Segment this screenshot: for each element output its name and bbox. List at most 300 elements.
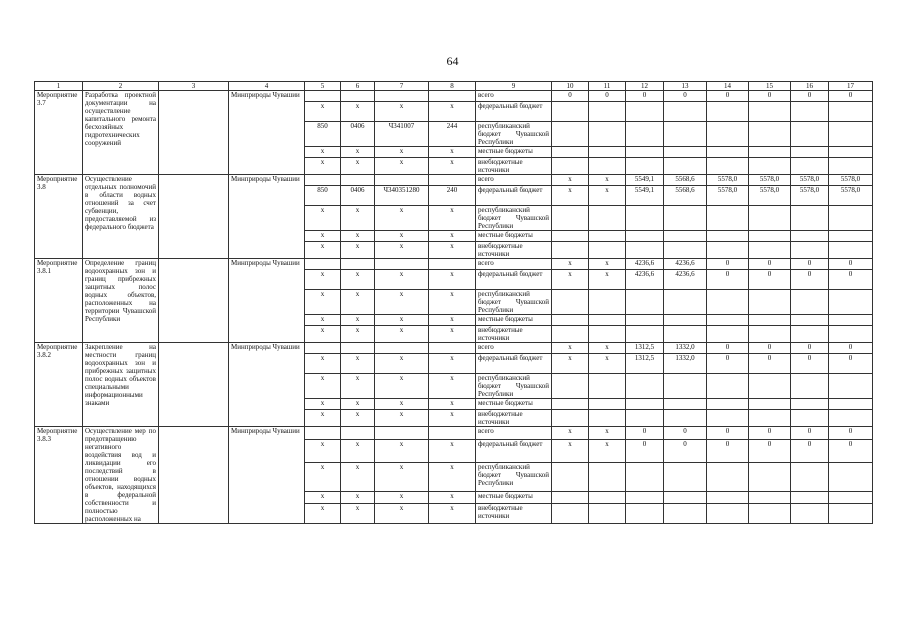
budget-code-c6: х [341,242,375,259]
budget-code-c5: х [305,158,341,175]
amount-year-15: 0 [749,354,791,374]
amount-year-15 [749,374,791,399]
budget-code-c7: х [375,315,429,326]
amount-year-11 [589,374,626,399]
amount-year-14: 0 [707,343,749,354]
amount-year-14 [707,147,749,158]
budget-code-c6 [341,91,375,102]
amount-year-13 [664,374,707,399]
column-number: 5 [305,82,341,91]
event-name: Разработка проектной документации на осуществление капитального ремонта бесхозяйных гидротехнических сооружений [83,91,159,175]
budget-code-c5: х [305,326,341,343]
amount-year-15: 5578,0 [749,186,791,206]
amount-year-17 [829,410,873,427]
amount-year-12: 5549,1 [626,175,664,186]
budget-code-c8: х [429,504,476,524]
amount-year-12: 0 [626,427,664,440]
budget-code-c6: х [341,354,375,374]
amount-year-16: 0 [791,439,829,462]
amount-year-13 [664,122,707,147]
budget-code-c5: х [305,315,341,326]
amount-year-11 [589,206,626,231]
budget-code-c6: х [341,399,375,410]
amount-year-13 [664,399,707,410]
amount-year-16 [791,122,829,147]
funding-source: республиканский бюджет Чувашской Республики [476,374,552,399]
funding-source: всего [476,427,552,440]
amount-year-16: 0 [791,91,829,102]
event-name: Осуществление отдельных полномочий в области водных отношений за счет субвенции, предоставляемой из федерального бюджета [83,175,159,259]
budget-code-c8: х [429,102,476,122]
amount-year-14: 0 [707,270,749,290]
funding-source: местные бюджеты [476,315,552,326]
budget-code-c7: х [375,158,429,175]
budget-code-c5: х [305,504,341,524]
amount-year-12 [626,102,664,122]
amount-year-16 [791,158,829,175]
amount-year-17 [829,374,873,399]
amount-year-11: х [589,427,626,440]
funding-source: всего [476,343,552,354]
budget-code-c7 [375,91,429,102]
budget-code-c8: х [429,290,476,315]
funding-source: федеральный бюджет [476,186,552,206]
header-row [35,82,873,91]
amount-year-11: х [589,343,626,354]
budget-code-c6: х [341,206,375,231]
budget-code-c5 [305,343,341,354]
amount-year-17 [829,206,873,231]
amount-year-13 [664,326,707,343]
budget-code-c6: х [341,270,375,290]
amount-year-16 [791,102,829,122]
funding-source: республиканский бюджет Чувашской Республики [476,290,552,315]
column-number: 8 [429,82,476,91]
amount-year-10: х [552,354,589,374]
budget-code-c8: х [429,462,476,491]
amount-year-14: 0 [707,427,749,440]
budget-code-c5 [305,259,341,270]
amount-year-13 [664,147,707,158]
amount-year-11 [589,504,626,524]
amount-year-10 [552,290,589,315]
budget-code-c8 [429,427,476,440]
funding-source: местные бюджеты [476,399,552,410]
column-number: 15 [749,82,791,91]
amount-year-13: 5568,6 [664,186,707,206]
amount-year-15 [749,122,791,147]
amount-year-15 [749,158,791,175]
event-column-3 [159,91,229,175]
budget-code-c5: х [305,491,341,504]
amount-year-12: 1312,5 [626,354,664,374]
amount-year-17: 0 [829,427,873,440]
amount-year-10 [552,374,589,399]
budget-code-c8: х [429,231,476,242]
budget-code-c7 [375,175,429,186]
amount-year-10: х [552,175,589,186]
budget-code-c8: 240 [429,186,476,206]
budget-code-c7: х [375,410,429,427]
amount-year-14 [707,231,749,242]
amount-year-16: 5578,0 [791,186,829,206]
funding-source: внебюджетные источники [476,158,552,175]
amount-year-11: 0 [589,91,626,102]
column-number: 1 [35,82,83,91]
amount-year-17: 0 [829,439,873,462]
amount-year-11 [589,147,626,158]
amount-year-11 [589,290,626,315]
amount-year-12 [626,491,664,504]
funding-source: республиканский бюджет Чувашской Республики [476,122,552,147]
budget-code-c7: х [375,374,429,399]
budget-code-c7: х [375,491,429,504]
funding-source: всего [476,175,552,186]
amount-year-10 [552,410,589,427]
column-number: 14 [707,82,749,91]
amount-year-11: х [589,175,626,186]
amount-year-16 [791,491,829,504]
amount-year-12 [626,399,664,410]
amount-year-12: 4236,6 [626,259,664,270]
amount-year-16 [791,231,829,242]
amount-year-12 [626,158,664,175]
amount-year-14 [707,158,749,175]
amount-year-17 [829,399,873,410]
amount-year-14: 5578,0 [707,186,749,206]
amount-year-12 [626,122,664,147]
amount-year-16 [791,206,829,231]
budget-code-c7 [375,427,429,440]
amount-year-13 [664,158,707,175]
funding-source: всего [476,91,552,102]
amount-year-10 [552,158,589,175]
budget-code-c8: х [429,491,476,504]
amount-year-12 [626,504,664,524]
budget-code-c7: х [375,242,429,259]
amount-year-11 [589,242,626,259]
budget-code-c5: 850 [305,186,341,206]
budget-code-c8: х [429,374,476,399]
amount-year-17 [829,491,873,504]
amount-year-17 [829,504,873,524]
amount-year-16: 0 [791,270,829,290]
funding-source: местные бюджеты [476,147,552,158]
budget-code-c6: 0406 [341,122,375,147]
amount-year-10 [552,462,589,491]
budget-code-c6: х [341,410,375,427]
budget-code-c5: х [305,270,341,290]
amount-year-12 [626,326,664,343]
amount-year-12 [626,374,664,399]
amount-year-14 [707,206,749,231]
budget-code-c7: х [375,354,429,374]
budget-code-c8: х [429,158,476,175]
event-column-3 [159,343,229,427]
budget-code-c7: х [375,504,429,524]
amount-year-16: 0 [791,354,829,374]
amount-year-15: 0 [749,91,791,102]
amount-year-10 [552,122,589,147]
budget-code-c5: х [305,410,341,427]
amount-year-16 [791,462,829,491]
event-id: Мероприятие 3.7 [35,91,83,175]
column-number: 9 [476,82,552,91]
funding-source: внебюджетные источники [476,326,552,343]
budget-code-c8 [429,343,476,354]
amount-year-11: х [589,439,626,462]
budget-code-c6: х [341,439,375,462]
budget-code-c7: х [375,399,429,410]
amount-year-16 [791,315,829,326]
budget-code-c6 [341,259,375,270]
amount-year-10 [552,147,589,158]
budget-code-c6: х [341,102,375,122]
amount-year-14: 5578,0 [707,175,749,186]
amount-year-17 [829,158,873,175]
budget-code-c7: х [375,326,429,343]
amount-year-16: 0 [791,343,829,354]
amount-year-14 [707,410,749,427]
budget-code-c8 [429,91,476,102]
amount-year-13: 0 [664,427,707,440]
amount-year-10 [552,491,589,504]
amount-year-10: х [552,259,589,270]
amount-year-17: 0 [829,91,873,102]
amount-year-16: 5578,0 [791,175,829,186]
amount-year-13 [664,242,707,259]
amount-year-11 [589,462,626,491]
amount-year-10: х [552,343,589,354]
amount-year-16 [791,326,829,343]
amount-year-11 [589,315,626,326]
budget-code-c5 [305,175,341,186]
amount-year-13 [664,315,707,326]
responsible-executor: Минприроды Чувашии [229,343,305,427]
amount-year-16 [791,410,829,427]
amount-year-13: 0 [664,91,707,102]
amount-year-15 [749,462,791,491]
responsible-executor: Минприроды Чувашии [229,175,305,259]
budget-code-c6: х [341,374,375,399]
amount-year-16 [791,504,829,524]
event-id: Мероприятие 3.8 [35,175,83,259]
amount-year-11 [589,326,626,343]
budget-code-c8 [429,175,476,186]
budget-code-c8: х [429,410,476,427]
amount-year-13: 4236,6 [664,259,707,270]
amount-year-10 [552,231,589,242]
amount-year-12 [626,242,664,259]
amount-year-10 [552,315,589,326]
budget-code-c5: х [305,354,341,374]
amount-year-13 [664,410,707,427]
amount-year-15: 0 [749,259,791,270]
amount-year-13: 5568,6 [664,175,707,186]
budget-code-c7: х [375,231,429,242]
amount-year-14 [707,102,749,122]
page-number: 64 [446,54,459,68]
amount-year-13 [664,206,707,231]
amount-year-11 [589,102,626,122]
budget-code-c8: х [429,439,476,462]
column-number: 10 [552,82,589,91]
budget-code-c5: х [305,462,341,491]
amount-year-13 [664,290,707,315]
amount-year-12 [626,462,664,491]
amount-year-11: х [589,259,626,270]
budget-table [34,81,873,524]
amount-year-15 [749,102,791,122]
table-row [35,175,873,186]
amount-year-10 [552,242,589,259]
amount-year-13: 4236,6 [664,270,707,290]
amount-year-11 [589,410,626,427]
budget-code-c6 [341,427,375,440]
column-number: 11 [589,82,626,91]
budget-code-c6: х [341,462,375,491]
amount-year-15 [749,399,791,410]
amount-year-17: 5578,0 [829,175,873,186]
table-body [35,82,873,524]
amount-year-12: 1312,5 [626,343,664,354]
amount-year-17 [829,315,873,326]
amount-year-14 [707,374,749,399]
table-row [35,343,873,354]
responsible-executor: Минприроды Чувашии [229,259,305,343]
amount-year-16 [791,147,829,158]
column-number: 2 [83,82,159,91]
budget-code-c6 [341,343,375,354]
column-number: 17 [829,82,873,91]
amount-year-10 [552,102,589,122]
amount-year-15: 0 [749,270,791,290]
budget-code-c7: х [375,147,429,158]
amount-year-12: 0 [626,439,664,462]
budget-code-c8: х [429,242,476,259]
budget-code-c6: х [341,491,375,504]
funding-source: федеральный бюджет [476,439,552,462]
budget-code-c6: х [341,147,375,158]
event-column-3 [159,175,229,259]
amount-year-12: 4236,6 [626,270,664,290]
funding-source: внебюджетные источники [476,504,552,524]
funding-source: внебюджетные источники [476,410,552,427]
funding-source: республиканский бюджет Чувашской Республики [476,462,552,491]
amount-year-11: х [589,186,626,206]
amount-year-15: 0 [749,343,791,354]
amount-year-12 [626,290,664,315]
amount-year-17 [829,242,873,259]
amount-year-13 [664,102,707,122]
amount-year-14: 0 [707,354,749,374]
budget-code-c5: 850 [305,122,341,147]
budget-code-c5: х [305,290,341,315]
amount-year-14 [707,242,749,259]
amount-year-10 [552,399,589,410]
amount-year-17 [829,290,873,315]
column-number: 3 [159,82,229,91]
budget-code-c6: х [341,315,375,326]
amount-year-10: х [552,439,589,462]
responsible-executor: Минприроды Чувашии [229,427,305,524]
amount-year-15 [749,504,791,524]
budget-code-c5 [305,91,341,102]
budget-code-c7 [375,343,429,354]
amount-year-16 [791,290,829,315]
amount-year-14 [707,290,749,315]
budget-code-c6: х [341,326,375,343]
amount-year-12: 0 [626,91,664,102]
budget-code-c7: Ч340351280 [375,186,429,206]
amount-year-15 [749,147,791,158]
amount-year-14 [707,122,749,147]
amount-year-16 [791,374,829,399]
amount-year-13: 1332,0 [664,354,707,374]
amount-year-17 [829,122,873,147]
funding-source: местные бюджеты [476,491,552,504]
budget-code-c8: х [429,206,476,231]
amount-year-11 [589,399,626,410]
amount-year-11: х [589,270,626,290]
amount-year-11 [589,122,626,147]
amount-year-17: 0 [829,270,873,290]
column-number: 16 [791,82,829,91]
budget-code-c6 [341,175,375,186]
table-row [35,259,873,270]
event-id: Мероприятие 3.8.3 [35,427,83,524]
amount-year-17 [829,231,873,242]
amount-year-11 [589,231,626,242]
amount-year-15 [749,491,791,504]
amount-year-11 [589,158,626,175]
amount-year-14 [707,399,749,410]
funding-source: республиканский бюджет Чувашской Республики [476,206,552,231]
budget-code-c7 [375,259,429,270]
budget-code-c5: х [305,439,341,462]
amount-year-10: х [552,270,589,290]
amount-year-15 [749,290,791,315]
budget-code-c8: х [429,147,476,158]
amount-year-10 [552,206,589,231]
amount-year-16: 0 [791,427,829,440]
budget-code-c6: х [341,290,375,315]
amount-year-13 [664,504,707,524]
responsible-executor: Минприроды Чувашии [229,91,305,175]
budget-code-c5: х [305,102,341,122]
amount-year-17 [829,462,873,491]
amount-year-10 [552,326,589,343]
amount-year-14 [707,326,749,343]
amount-year-16 [791,399,829,410]
amount-year-10 [552,504,589,524]
amount-year-13 [664,231,707,242]
budget-code-c8 [429,259,476,270]
budget-code-c6: 0406 [341,186,375,206]
table-row [35,427,873,440]
event-name: Закрепление на местности границ водоохранных зон и прибрежных защитных полос водных объектов специальными информационными знаками [83,343,159,427]
column-number: 7 [375,82,429,91]
amount-year-12 [626,147,664,158]
budget-code-c7: х [375,206,429,231]
amount-year-13: 0 [664,439,707,462]
column-number: 13 [664,82,707,91]
amount-year-15 [749,315,791,326]
budget-code-c5: х [305,399,341,410]
event-name: Определение границ водоохранных зон и границ прибрежных защитных полос водных объектов, расположенных на территории Чувашской Республики [83,259,159,343]
amount-year-15 [749,242,791,259]
budget-code-c7: Ч341007 [375,122,429,147]
